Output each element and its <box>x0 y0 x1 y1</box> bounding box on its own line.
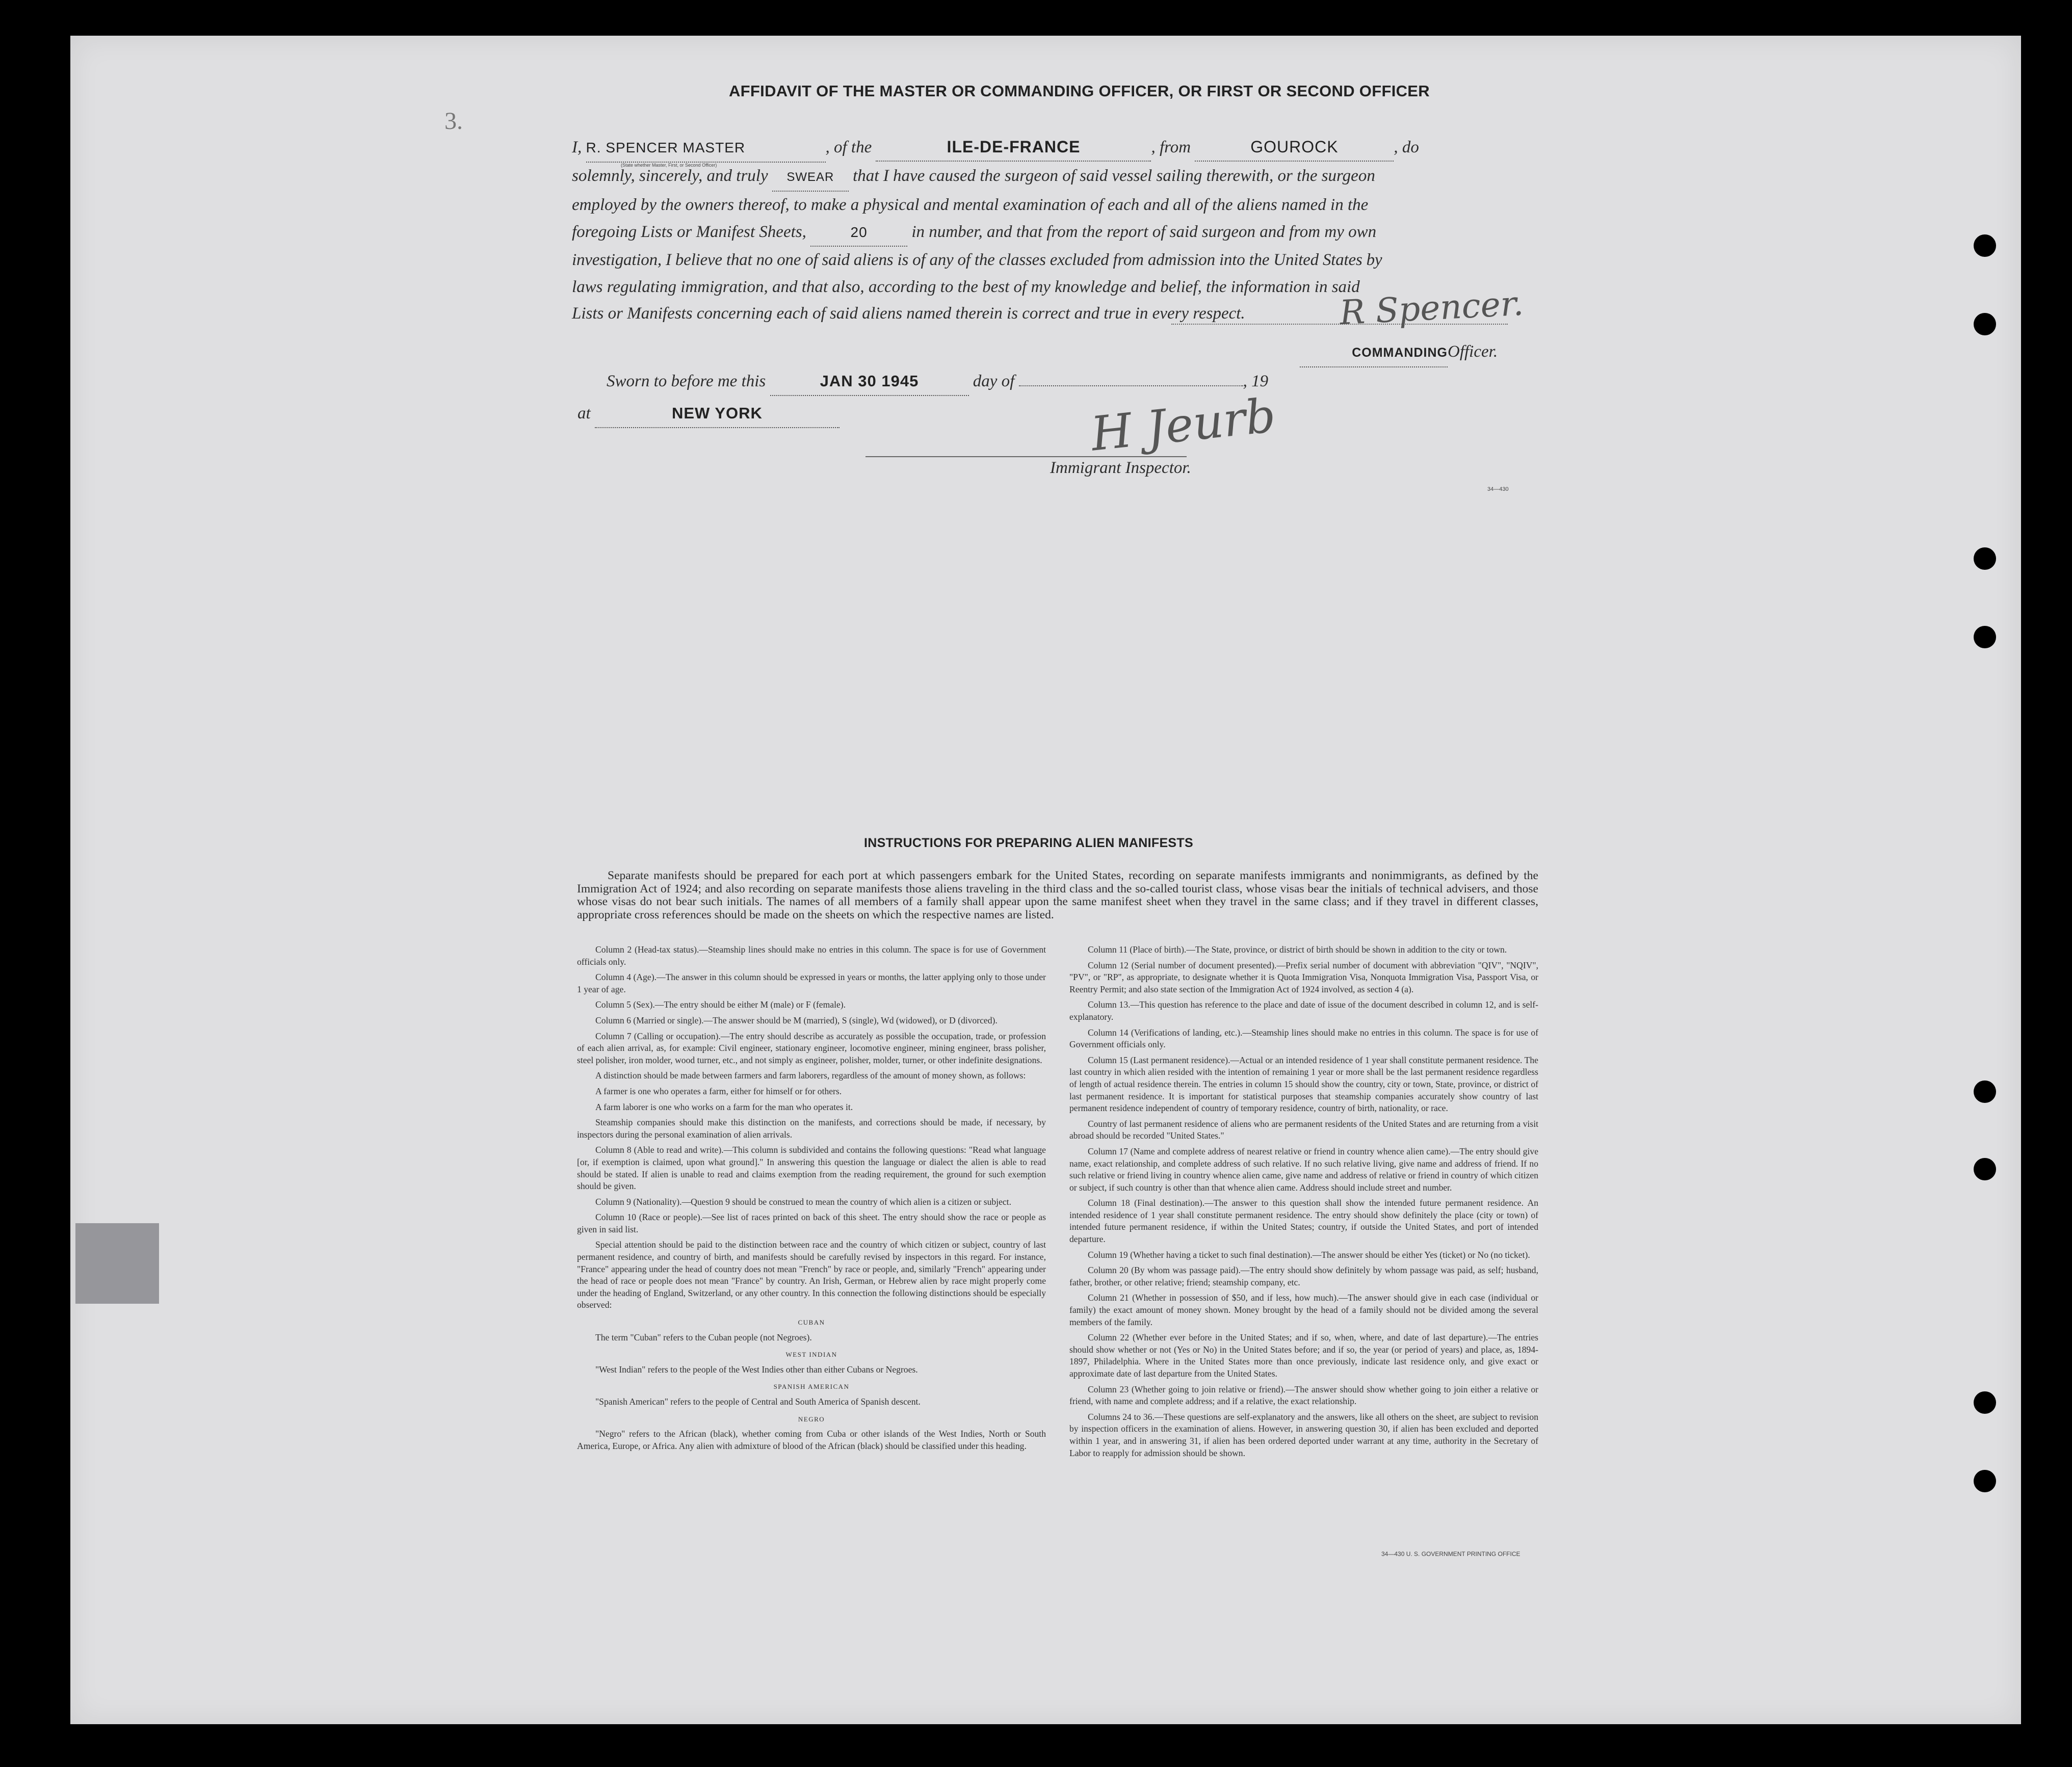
sworn-date-field: JAN 30 1945 <box>770 368 969 396</box>
officer-name-field: R. SPENCER MASTER <box>586 135 826 163</box>
sheet-count-field: 20 <box>810 219 907 247</box>
affidavit-line-5: investigation, I believe that no one of said aliens is of any of the classes excluded from admission into the United States by <box>572 251 1382 269</box>
instruction-paragraph: Column 20 (By whom was passage paid).—The entry should show definitely by whom passage was paid, as self; husband, father, brother, or other relative; friend; steamship company, etc. <box>1069 1265 1538 1287</box>
sworn-place-field: NEW YORK <box>595 400 840 428</box>
instruction-paragraph: "West Indian" refers to the people of the West Indies other than either Cubans or Negroes. <box>595 1364 918 1375</box>
instructions-title: INSTRUCTIONS FOR PREPARING ALIEN MANIFESTS <box>864 836 1193 850</box>
instruction-paragraph: Column 7 (Calling or occupation).—The entry should describe as accurately as possible the occupation, trade, or profession of each alien arrival, as, for example: Civil engineer, stationary engineer, locomotive engineer, mining engineer, brass polisher, steel polisher, iron molder, wood turner, etc., and not simply as engineer, polisher, molder, turner, or other indefinite designations. <box>577 1031 1046 1065</box>
affidavit-title: AFFIDAVIT OF THE MASTER OR COMMANDING OFFICER, OR FIRST OR SECOND OFFICER <box>729 82 1430 100</box>
instruction-paragraph: A distinction should be made between farmers and farm laborers, regardless of the amount of money shown, as follows: <box>595 1070 1026 1081</box>
tape-mark <box>75 1223 159 1304</box>
instruction-paragraph: Column 15 (Last permanent residence).—Actual or an intended residence of 1 year shall constitute permanent residence. The last country in which alien resided with the intention of remaining 1 year or more shall be the last permanent residence regardless of length of actual residence therein. The entries in column 15 should show the country, city or town, State, province, or district of last permanent residence. It is important for statistical purposes that steamship companies accurately show country of last permanent residence independent of country of temporary residence, country of birth, nationality, or race. <box>1069 1054 1538 1114</box>
affidavit-line-7: Lists or Manifests concerning each of said aliens named therein is correct and true in every respect. <box>572 304 1245 323</box>
binder-hole <box>1974 234 1996 257</box>
heading-west-indian: WEST INDIAN <box>785 1351 837 1359</box>
inspector-label: Immigrant Inspector. <box>1050 459 1191 477</box>
instruction-paragraph: Column 21 (Whether in possession of $50, and if less, how much).—The answer should give in each case (individual or family) the exact amount of money shown. Money brought by the head of a family should not be divided among the several members of the family. <box>1069 1293 1538 1327</box>
instruction-paragraph: Column 23 (Whether going to join relative or friend).—The answer should show whether going to join either a relative or friend, with name and complete address; and if a relative, the exact relationship. <box>1069 1384 1538 1407</box>
instruction-paragraph: A farmer is one who operates a farm, either for himself or for others. <box>595 1086 842 1096</box>
instruction-paragraph: Column 4 (Age).—The answer in this column should be expressed in years or months, the latter applying only to those under 1 year of age. <box>577 972 1046 994</box>
affidavit-line-1: I, R. SPENCER MASTER , of the ILE-DE-FRANCE , from GOUROCK , do (State whether Master, First, or Second Officer) <box>572 134 1540 163</box>
header-mark: 3. <box>444 108 463 135</box>
instruction-paragraph: Column 9 (Nationality).—Question 9 should be construed to mean the country of which alien is a citizen or subject. <box>595 1196 1011 1207</box>
instruction-paragraph: Column 12 (Serial number of document presented).—Prefix serial number of document with abbreviation "QIV", "NQIV", "PV", or "RP", as appropriate, to designate whether it is Quota Immigration Visa, Nonquota Immigration Visa, Passport Visa, or Reentry Permit; and also state section of the Immigration Act of 1924 involved, as section 4 (a). <box>1069 960 1538 994</box>
instruction-paragraph: Column 6 (Married or single).—The answer should be M (married), S (single), Wd (widowed), or D (divorced). <box>595 1015 998 1025</box>
instruction-paragraph: Country of last permanent residence of aliens who are permanent residents of the United States and are returning from a visit abroad should be recorded "United States." <box>1069 1118 1538 1141</box>
sworn-month-field <box>1019 385 1243 386</box>
instruction-paragraph: Steamship companies should make this distinction on the manifests, and corrections should be made, if necessary, by inspectors during the personal examination of alien arrivals. <box>577 1117 1046 1140</box>
instruction-paragraph: "Negro" refers to the African (black), whether coming from Cuba or other islands of the West Indies, North or South America, Europe, or Africa. Any alien with admixture of blood of the African (black) should be classified under this heading. <box>577 1429 1046 1451</box>
instruction-paragraph: Column 5 (Sex).—The entry should be either M (male) or F (female). <box>595 999 846 1010</box>
binder-hole <box>1974 313 1996 335</box>
binder-hole <box>1974 1391 1996 1414</box>
heading-spanish-american: SPANISH AMERICAN <box>773 1383 850 1391</box>
instruction-paragraph: Columns 24 to 36.—These questions are self-explanatory and the answers, like all others on the sheet, are subject to revision by inspection officers in the examination of aliens. However, in answering question 30, if alien has been excluded and deported within 1 year, and in answering 31, if alien has been ordered deported under warrant at any time, authority in the Secretary of Labor to reapply for admission should be shown. <box>1069 1411 1538 1458</box>
heading-negro: NEGRO <box>798 1415 825 1423</box>
officer-title-field: COMMANDING <box>1300 339 1448 367</box>
sworn-place-line: at NEW YORK <box>578 400 840 428</box>
affidavit-line-3: employed by the owners thereof, to make a physical and mental examination of each and all of the aliens named in the <box>572 196 1369 214</box>
instructions-left-column <box>577 944 1046 1456</box>
affidavit-line-2: solemnly, sincerely, and truly SWEAR that I have caused the surgeon of said vessel sailing therewith, or the surgeon <box>572 163 1540 192</box>
binder-hole <box>1974 1080 1996 1103</box>
form-number: 34—430 <box>1487 486 1509 492</box>
instruction-paragraph: "Spanish American" refers to the people of Central and South America of Spanish descent. <box>595 1396 921 1407</box>
officer-rank-note: (State whether Master, First, or Second Officer) <box>621 163 717 168</box>
binder-hole <box>1974 1158 1996 1180</box>
oath-type-field: SWEAR <box>772 164 849 192</box>
officer-title-line: COMMANDINGOfficer. <box>1300 338 1498 367</box>
instructions-right-column <box>1069 944 1538 1463</box>
instruction-paragraph: The term "Cuban" refers to the Cuban people (not Negroes). <box>595 1332 812 1342</box>
affidavit-line-6: laws regulating immigration, and that also, according to the best of my knowledge and belief, the information in said <box>572 277 1360 296</box>
affidavit-line-4: foregoing Lists or Manifest Sheets, 20 in number, and that from the report of said surgeon and from my own <box>572 219 1540 247</box>
instruction-paragraph: Column 11 (Place of birth).—The State, province, or district of birth should be shown in addition to the city or town. <box>1088 944 1507 955</box>
master-signature: R Spencer. <box>1339 283 1525 333</box>
ship-name-field: ILE-DE-FRANCE <box>876 134 1151 162</box>
printing-office-footer: 34—430 U. S. GOVERNMENT PRINTING OFFICE <box>1381 1550 1520 1558</box>
sworn-line: Sworn to before me this JAN 30 1945 day of , 19 <box>607 368 1268 396</box>
instruction-paragraph: Column 19 (Whether having a ticket to such final destination).—The answer should be either Yes (ticket) or No (no ticket). <box>1088 1249 1530 1260</box>
instruction-paragraph: Column 18 (Final destination).—The answer to this question shall show the intended future permanent residence. An intended residence of 1 year shall constitute permanent residence. The entry should show definitely the place (city or town) of intended future permanent residence, if within the United States; country, if outside the United States, and port of intended departure. <box>1069 1198 1538 1245</box>
instruction-paragraph: Column 14 (Verifications of landing, etc.).—Steamship lines should make no entries in this column. The space is for use of Government officials only. <box>1069 1027 1538 1050</box>
binder-hole <box>1974 547 1996 570</box>
instruction-paragraph: Column 8 (Able to read and write).—This column is subdivided and contains the following questions: "Read what language [or, if exemption is claimed, upon what ground]." In answering this question the language or dialect the alien is able to read should be stated. If alien is unable to read and claims exemption from the reading requirement, the ground for such exemption should be given. <box>577 1145 1046 1192</box>
instruction-paragraph: Special attention should be paid to the distinction between race and the country of which citizen or subject, country of last permanent residence, and country of birth, and manifests should be carefully revised by inspectors in this regard. For instance, "France" appearing under the head of country does not mean "French" by race or people, and, similarly "French" appearing under the head of race or people does not mean "France" by country. An Irish, German, or Hebrew alien by race might properly come under the heading of England, Switzerland, or any other country. In this connection the following distinctions should be especially observed: <box>577 1239 1046 1310</box>
inspector-signature: H Jeurb <box>1088 388 1278 462</box>
instruction-paragraph: Column 2 (Head-tax status).—Steamship lines should make no entries in this column. The space is for use of Government officials only. <box>577 944 1046 967</box>
heading-cuban: CUBAN <box>798 1318 825 1327</box>
instructions-intro: Separate manifests should be prepared for each port at which passengers embark for the United States, recording on separate manifests immigrants and nonimmigrants, as defined by the Immigration Act of 1924; and also recording on separate manifests those aliens traveling in the third class and the so-called tourist class, whose visas bear the initials of technical advisers, and those whose visas do not bear such initials. The names of all members of a family shall appear upon the same manifest sheet when they travel in the same class; and if they travel in different classes, appropriate cross references should be made on the sheets on which the respective names are listed. <box>577 869 1538 921</box>
instruction-paragraph: Column 22 (Whether ever before in the United States; and if so, when, where, and date of last departure).—The entries should show whether or not (Yes or No) in the United States before; and if so, the year (or period of years) and place, as, 1894-1897, Philadelphia. Where in the United States more than once previously, indicate last residence only, and give exact or approximate date of last departure from the United States. <box>1069 1332 1538 1379</box>
binder-hole <box>1974 1470 1996 1492</box>
instruction-paragraph: Column 17 (Name and complete address of nearest relative or friend in country whence alien came).—The entry should give name, exact relationship, and complete address of such relative. If no such relative living, give name and address of friend. If no such relative or friend living in country whence alien came, give name and address of relative or friend in country of which citizen or subject, if such country is other than that whence alien came. Address should include street and number. <box>1069 1146 1538 1193</box>
instruction-paragraph: Column 10 (Race or people).—See list of races printed on back of this sheet. The entry should show the race or people as given in said list. <box>577 1212 1046 1234</box>
instruction-paragraph: A farm laborer is one who works on a farm for the man who operates it. <box>595 1101 853 1112</box>
binder-hole <box>1974 626 1996 648</box>
departure-port-field: GOUROCK <box>1195 134 1394 162</box>
instruction-paragraph: Column 13.—This question has reference to the place and date of issue of the document described in column 12, and is self-explanatory. <box>1069 999 1538 1022</box>
